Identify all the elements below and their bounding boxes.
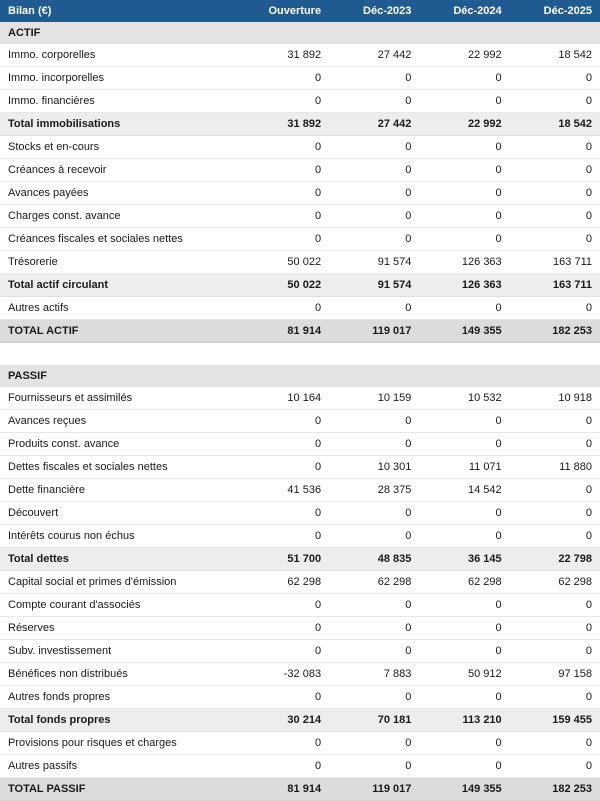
row-value: 0 (239, 228, 329, 251)
row-value: 36 145 (419, 548, 509, 571)
row-value: 91 574 (329, 251, 419, 274)
row-value: 10 159 (329, 387, 419, 410)
row-value: 0 (239, 297, 329, 320)
column-header-dec-2025: Déc-2025 (510, 0, 600, 22)
row-value: 50 912 (419, 663, 509, 686)
row-value: 0 (239, 640, 329, 663)
row-value: 10 164 (239, 387, 329, 410)
row-value: 0 (239, 90, 329, 113)
row-value (239, 22, 329, 44)
row-value: 119 017 (329, 778, 419, 801)
row-value: 27 442 (329, 44, 419, 67)
table-row (0, 320, 600, 343)
row-value: 0 (419, 67, 509, 90)
row-label: Avances payées (0, 182, 239, 205)
row-value: 0 (510, 182, 600, 205)
table-row (0, 228, 600, 251)
row-value: 0 (239, 525, 329, 548)
row-value: 0 (329, 228, 419, 251)
row-value: 0 (239, 182, 329, 205)
row-value: 0 (419, 502, 509, 525)
table-row (0, 297, 600, 320)
row-value: 0 (329, 755, 419, 778)
row-label: Immo. corporelles (0, 44, 239, 67)
column-header-dec-2023: Déc-2023 (329, 0, 419, 22)
row-label: PASSIF (0, 365, 239, 387)
row-value: 0 (419, 732, 509, 755)
row-value: 10 532 (419, 387, 509, 410)
row-value: 14 542 (419, 479, 509, 502)
row-value: 0 (239, 136, 329, 159)
row-value: 0 (329, 732, 419, 755)
row-value: 0 (329, 686, 419, 709)
row-value: 0 (419, 525, 509, 548)
row-value: 50 022 (239, 274, 329, 297)
row-value: 0 (239, 67, 329, 90)
row-value: 163 711 (510, 274, 600, 297)
row-value: 0 (510, 617, 600, 640)
row-value: 0 (510, 640, 600, 663)
row-value (329, 22, 419, 44)
row-label: Total fonds propres (0, 709, 239, 732)
row-value: 0 (419, 159, 509, 182)
table-row (0, 502, 600, 525)
row-value: 182 253 (510, 778, 600, 801)
row-value: 81 914 (239, 778, 329, 801)
table-row (0, 182, 600, 205)
row-value: 0 (510, 67, 600, 90)
row-value: 22 992 (419, 113, 509, 136)
table-row (0, 387, 600, 410)
row-value: 0 (239, 205, 329, 228)
row-value: 11 071 (419, 456, 509, 479)
table-row (0, 251, 600, 274)
section-row (0, 22, 600, 44)
row-label: Subv. investissement (0, 640, 239, 663)
row-label: Fournisseurs et assimilés (0, 387, 239, 410)
row-value: 159 455 (510, 709, 600, 732)
row-value: 149 355 (419, 320, 509, 343)
row-value: 0 (239, 686, 329, 709)
row-value: 0 (419, 617, 509, 640)
table-row (0, 755, 600, 778)
row-value: 28 375 (329, 479, 419, 502)
row-label: Avances reçues (0, 410, 239, 433)
row-value: 48 835 (329, 548, 419, 571)
table-row (0, 686, 600, 709)
row-value: 0 (510, 594, 600, 617)
row-value: 62 298 (419, 571, 509, 594)
row-value: 0 (419, 90, 509, 113)
row-value: 0 (329, 297, 419, 320)
row-value: 62 298 (329, 571, 419, 594)
row-value: 81 914 (239, 320, 329, 343)
row-value: 0 (329, 617, 419, 640)
row-value: 11 880 (510, 456, 600, 479)
row-value (419, 22, 509, 44)
row-label: Capital social et primes d'émission (0, 571, 239, 594)
row-value: 0 (419, 182, 509, 205)
row-value: 0 (239, 456, 329, 479)
row-value: 0 (329, 502, 419, 525)
column-header-label: Bilan (€) (0, 0, 239, 22)
row-value: 0 (419, 640, 509, 663)
row-value: 10 918 (510, 387, 600, 410)
row-value: 7 883 (329, 663, 419, 686)
row-label: Total immobilisations (0, 113, 239, 136)
table-row (0, 479, 600, 502)
row-value: 51 700 (239, 548, 329, 571)
row-value: 0 (419, 205, 509, 228)
row-value: 0 (239, 594, 329, 617)
row-label: Créances à recevoir (0, 159, 239, 182)
row-value: 0 (419, 297, 509, 320)
row-label: Charges const. avance (0, 205, 239, 228)
header-row (0, 0, 600, 22)
row-label: Dettes fiscales et sociales nettes (0, 456, 239, 479)
row-label: Découvert (0, 502, 239, 525)
row-label: TOTAL PASSIF (0, 778, 239, 801)
row-value (239, 365, 329, 387)
row-value: 0 (510, 479, 600, 502)
table-row (0, 778, 600, 801)
row-value: 182 253 (510, 320, 600, 343)
row-label: TOTAL ACTIF (0, 320, 239, 343)
row-label: Bénéfices non distribués (0, 663, 239, 686)
table-row (0, 433, 600, 456)
row-value: 0 (419, 228, 509, 251)
row-label: Dette financière (0, 479, 239, 502)
row-value: 0 (329, 433, 419, 456)
row-value: 0 (510, 205, 600, 228)
row-value: 119 017 (329, 320, 419, 343)
row-value: 0 (239, 617, 329, 640)
row-value: 113 210 (419, 709, 509, 732)
table-row (0, 732, 600, 755)
row-value: 126 363 (419, 274, 509, 297)
row-value: 0 (510, 159, 600, 182)
row-value: 62 298 (239, 571, 329, 594)
row-value: 0 (510, 732, 600, 755)
row-value: 0 (510, 297, 600, 320)
row-value: 22 992 (419, 44, 509, 67)
row-value: 149 355 (419, 778, 509, 801)
row-value: 31 892 (239, 44, 329, 67)
row-value: 0 (329, 594, 419, 617)
row-value: 0 (329, 205, 419, 228)
table-row (0, 410, 600, 433)
row-label: Stocks et en-cours (0, 136, 239, 159)
table-row (0, 456, 600, 479)
table-row (0, 159, 600, 182)
row-value: 0 (329, 525, 419, 548)
row-value: 0 (510, 136, 600, 159)
spacer-cell (0, 343, 600, 366)
row-value: 62 298 (510, 571, 600, 594)
row-value: 30 214 (239, 709, 329, 732)
row-value: 0 (239, 732, 329, 755)
table-row (0, 548, 600, 571)
row-value: 0 (239, 410, 329, 433)
table-row (0, 136, 600, 159)
row-value: 91 574 (329, 274, 419, 297)
row-label: Compte courant d'associés (0, 594, 239, 617)
row-value: 0 (239, 502, 329, 525)
row-value: 0 (419, 433, 509, 456)
row-value: 0 (510, 525, 600, 548)
table-row (0, 113, 600, 136)
row-value: 41 536 (239, 479, 329, 502)
table-row (0, 525, 600, 548)
table-row (0, 594, 600, 617)
row-value: 0 (419, 686, 509, 709)
row-value: 27 442 (329, 113, 419, 136)
table-row (0, 274, 600, 297)
row-label: Intérêts courus non échus (0, 525, 239, 548)
row-label: Autres fonds propres (0, 686, 239, 709)
row-value: 31 892 (239, 113, 329, 136)
row-value: 70 181 (329, 709, 419, 732)
table-row (0, 640, 600, 663)
row-value: 0 (419, 136, 509, 159)
spacer-row (0, 343, 600, 366)
table-row (0, 571, 600, 594)
row-value: 97 158 (510, 663, 600, 686)
row-label: Immo. financières (0, 90, 239, 113)
table-header (0, 0, 600, 22)
row-value: 163 711 (510, 251, 600, 274)
row-value: 0 (329, 136, 419, 159)
row-value: 0 (239, 433, 329, 456)
row-value: 50 022 (239, 251, 329, 274)
table-row (0, 663, 600, 686)
row-label: Immo. incorporelles (0, 67, 239, 90)
table-row (0, 90, 600, 113)
row-value (419, 365, 509, 387)
row-value: 0 (329, 159, 419, 182)
row-value: 22 798 (510, 548, 600, 571)
row-value: 0 (419, 594, 509, 617)
table-row (0, 67, 600, 90)
row-value: 0 (419, 755, 509, 778)
row-value: 0 (510, 433, 600, 456)
row-value: 18 542 (510, 44, 600, 67)
row-value: 0 (329, 182, 419, 205)
row-label: Créances fiscales et sociales nettes (0, 228, 239, 251)
row-label: Provisions pour risques et charges (0, 732, 239, 755)
row-value: 0 (510, 410, 600, 433)
row-value: 0 (510, 228, 600, 251)
row-value: 0 (239, 159, 329, 182)
row-value: 0 (510, 502, 600, 525)
row-value (510, 22, 600, 44)
row-value (510, 365, 600, 387)
row-value: 126 363 (419, 251, 509, 274)
section-row (0, 365, 600, 387)
row-label: Produits const. avance (0, 433, 239, 456)
row-value: 0 (510, 686, 600, 709)
row-label: Autres passifs (0, 755, 239, 778)
row-value: 10 301 (329, 456, 419, 479)
column-header-ouverture: Ouverture (239, 0, 329, 22)
row-value: 0 (329, 90, 419, 113)
table-row (0, 709, 600, 732)
row-value: 18 542 (510, 113, 600, 136)
row-value: 0 (510, 755, 600, 778)
row-value: 0 (329, 410, 419, 433)
row-value: 0 (329, 640, 419, 663)
row-label: Trésorerie (0, 251, 239, 274)
table-body (0, 22, 600, 801)
row-value: 0 (329, 67, 419, 90)
row-value: 0 (239, 755, 329, 778)
row-label: Autres actifs (0, 297, 239, 320)
row-value: 0 (419, 410, 509, 433)
row-label: ACTIF (0, 22, 239, 44)
row-value: -32 083 (239, 663, 329, 686)
table-row (0, 617, 600, 640)
row-label: Total dettes (0, 548, 239, 571)
row-label: Réserves (0, 617, 239, 640)
column-header-dec-2024: Déc-2024 (419, 0, 509, 22)
table-row (0, 205, 600, 228)
row-value (329, 365, 419, 387)
row-value: 0 (510, 90, 600, 113)
table-row (0, 44, 600, 67)
row-label: Total actif circulant (0, 274, 239, 297)
